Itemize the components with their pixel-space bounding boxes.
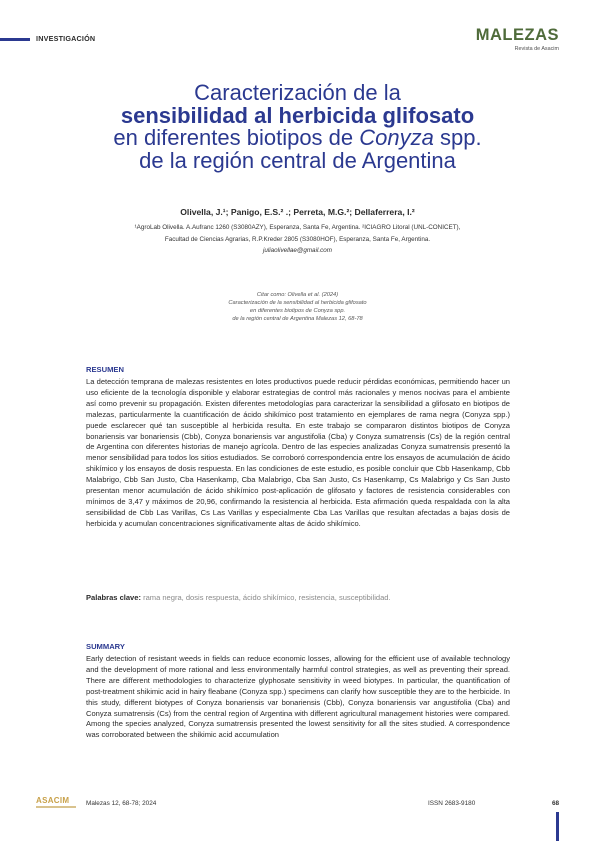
title-line-1: Caracterización de la: [194, 80, 401, 105]
asacim-logo: ASACIM: [36, 796, 70, 805]
title-line-2: sensibilidad al herbicida glifosato: [120, 102, 475, 128]
section-label: INVESTIGACIÓN: [36, 34, 96, 43]
logo-underline: [36, 806, 76, 808]
citation-line-4: de la región central de Argentina Malezas 12, 68-78: [232, 315, 363, 322]
resumen-paragraph: La detección temprana de malezas resistentes en lotes productivos puede reducir pérdidas económicas, permitiendo hacer un uso eficiente de la tecnología disponible y elaborar estrategias de control más racionales y menos nocivas para el ambiente así como prevenir su propagación. Existen diferentes metodologías para caracterizar la sensibilidad a glifosato en biotipos de malezas, particularmente la cuantificación de ácido shikímico post tratamiento en ejemplares de rama negra (Conyza spp.) puede esclarecer qué tan susceptible al herbicida resulta. En este trabajo se compararon distintos biotipos de Conyza bonariensis var bonariensis (Cbb), Conyza bonariensis var angustifolia (Cba) y Conyza sumatrensis (Cs) de la región central de Argentina con diferentes historias de manejo agrícola. Dentro de las especies analizadas Conyza sumatrensis presentó la menor sensibilidad para todos los sitios estudiados. Se corroboró correspondencia entre los ensayos de acumulación de ácido shikímico y los ensayos de dosis respuesta. En las condiciones de este estudio, es posible concluir que Cbb Hasenkamp, Cbb Malabrigo, Cbb San Justo, Cba Hasenkamp, Cba Malabrigo, Cba San Justo, Cs Hasenkamp, Cs Malabrigo y Cs San Justo presentan menor acumulación de ácido shikímico post-aplicación de glifosato y factores de resistencia considerables con mínimos de 3,47 y máximos de 20,96, confirmando la resistencia al herbicida. Esta afirmación queda respaldada con la alta sensibilidad de Cbb Las Varillas, Cs Las Varillas y especialmente Cba Las Varillas que resultan afectadas a bajas dosis de herbicida y acumulan concentraciones significativamente altas de ácido shikímico.: [86, 377, 510, 528]
journal-reference: Malezas 12, 68-78; 2024: [86, 800, 157, 807]
citation-line-2: Caracterización de la sensibilidad al herbicida glifosato: [228, 299, 367, 306]
section-accent-bar: [0, 38, 30, 41]
title-line-3: [60, 127, 535, 150]
author-list: Olivella, J.¹; Panigo, E.S.² .; Perreta, M.G.²; Dellaferrera, I.²: [180, 207, 415, 217]
page-accent-bar: [556, 812, 559, 841]
title-line-3-pre: en diferentes biotipos de: [113, 125, 360, 150]
affiliation-line-2: Facultad de Ciencias Agrarias, R.P.Kreder 2805 (S3080HOF), Esperanza, Santa Fe, Argentina.: [164, 236, 431, 243]
citation-block: [100, 292, 495, 324]
title-line-4: de la región central de Argentina: [139, 147, 456, 173]
keywords-text: rama negra, dosis respuesta, ácido shikímico, resistencia, susceptibilidad.: [140, 593, 391, 602]
issn: ISSN 2683-9180: [428, 800, 476, 807]
resumen-heading: RESUMEN: [86, 365, 124, 374]
affiliations: [40, 222, 555, 246]
article-title: [60, 82, 535, 172]
keywords-line: [86, 593, 510, 604]
summary-heading: SUMMARY: [86, 642, 125, 651]
affiliation-line-1: ¹AgroLab Olivella. A.Aufranc 1260 (S3080AZY), Esperanza, Santa Fe, Argentina. ²ICIAGRO Litoral (UNL-CONICET),: [134, 224, 461, 231]
citation-line-3: en diferentes biotipos de Conyza spp.: [249, 307, 346, 314]
keywords-label: Palabras clave:: [86, 593, 141, 602]
summary-paragraph: Early detection of resistant weeds in fields can reduce economic losses, allowing for the efficient use of available technology and the development of more rational and less environmentally harmful control strategies, as well as preventing their spread. There are different methodologies to characterize glyphosate sensitivity in weed biotypes. In particular, the quantification of post-treatment shikimic acid in hairy fleabane (Conyza spp.) specimens can clarify how susceptible they are to the herbicide. In this study, different biotypes of Conyza bonariensis var bonariensis (Cbb), Conyza bonariensis var angustifolia (Cba) and Conyza sumatrensis (Cs) from the central region of Argentina with different agricultural management histories were compared. Among the species analyzed, Conyza sumatrensis presented the lowest sensitivity for all the sites studied. A correspondence was corroborated between the shikimic acid accumulation: [86, 654, 510, 740]
title-line-3-post: spp.: [433, 125, 482, 150]
journal-name: MALEZAS: [475, 26, 559, 44]
journal-subtitle: Revista de Asacim: [514, 46, 559, 52]
author-email[interactable]: juliaolivellae@gmail.com: [262, 247, 333, 254]
title-genus: Conyza: [359, 125, 434, 150]
citation-line-1: Citar como: Olivella et al. (2024): [256, 292, 339, 298]
page-number: 68: [552, 800, 560, 807]
